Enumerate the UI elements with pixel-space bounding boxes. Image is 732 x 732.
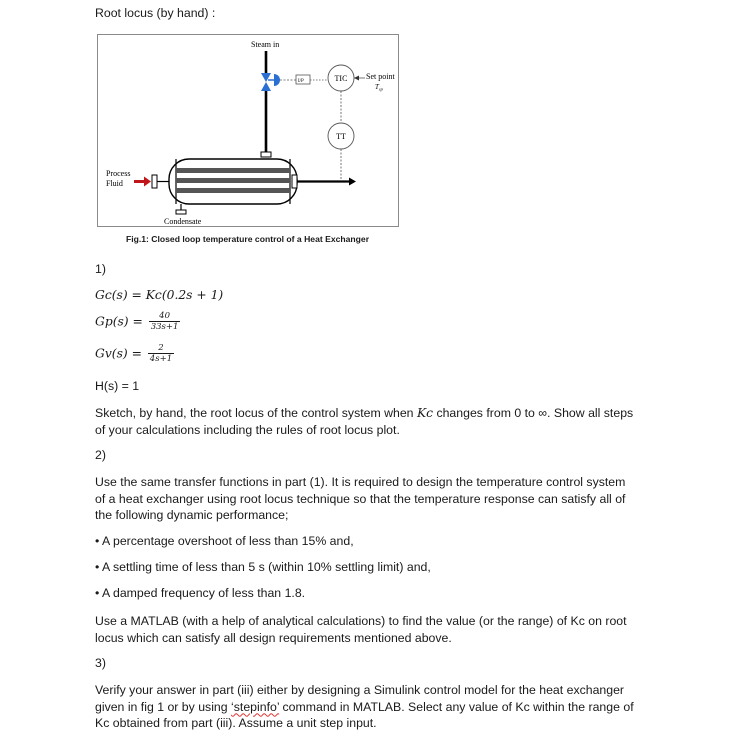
figure-caption: Fig.1: Closed loop temperature control of a Heat Exchanger xyxy=(126,234,370,244)
page-title: Root locus (by hand) : xyxy=(95,6,216,20)
stepinfo-command: ‘stepinfo’ xyxy=(231,699,280,714)
tic-label: TIC xyxy=(334,74,348,83)
question-3-text: Verify your answer in part (iii) either by designing a Simulink control model for the heat exchanger given in fig 1 or by using ‘stepinfo’ command in MATLAB. Select any value of Kc within the range of Kc obtained from part (iii). Assume a unit step input. xyxy=(95,683,634,730)
set-point-label: Set point xyxy=(366,72,395,81)
steam-inlet-nozzle xyxy=(261,152,271,157)
gp-lhs: Gp(s) = xyxy=(95,314,147,329)
gv-equation xyxy=(95,343,174,364)
requirement-settling-time: • A settling time of less than 5 s (within 10% settling limit) and, xyxy=(95,560,431,574)
valve-actuator-icon xyxy=(274,74,280,86)
gc-lhs: Gc(s) = xyxy=(95,288,146,302)
h-equation: H(s) = 1 xyxy=(95,379,140,393)
heat-exchanger-diagram xyxy=(98,35,398,226)
question-2-number: 2) xyxy=(95,448,106,462)
steam-in-label: Steam in xyxy=(251,40,280,49)
heat-exchanger-figure xyxy=(97,34,399,227)
gp-equation xyxy=(95,311,180,332)
tube-3 xyxy=(176,188,290,193)
requirement-overshoot: • A percentage overshoot of less than 15% and, xyxy=(95,534,354,548)
tube-1 xyxy=(176,168,290,173)
outlet-flange xyxy=(292,175,297,188)
ip-transducer-label: I/P xyxy=(298,79,304,84)
kc-symbol: Kc xyxy=(416,406,434,420)
process-fluid-label-2: Fluid xyxy=(106,179,123,188)
tt-label: TT xyxy=(336,132,346,141)
gc-equation xyxy=(95,288,223,302)
question-1-text: Sketch, by hand, the root locus of the control system when Kc changes from 0 to ∞. Show all steps of your calculations including the rules of root locus plot. xyxy=(95,406,634,437)
gp-denominator: 33s+1 xyxy=(150,322,179,332)
set-point-arrow-icon xyxy=(354,76,359,81)
gv-lhs: Gv(s) = xyxy=(95,346,146,361)
gc-rhs: Kc(0.2s + 1) xyxy=(145,288,224,302)
question-1-number: 1) xyxy=(95,262,106,276)
tube-2 xyxy=(176,178,290,183)
question-3-number: 3) xyxy=(95,656,106,670)
question-2-matlab-text: Use a MATLAB (with a help of analytical calculations) to find the value (or the range) of Kc on root locus which can satisfy all design requirements mentioned above. xyxy=(95,614,627,645)
gv-fraction xyxy=(148,343,174,364)
process-fluid-label-1: Process xyxy=(106,169,131,178)
condensate-label: Condensate xyxy=(164,217,202,226)
set-point-symbol: $T_{sp}$ xyxy=(375,83,383,92)
gp-fraction xyxy=(149,311,181,332)
gv-numerator: 2 xyxy=(158,343,164,353)
outlet-arrow-icon xyxy=(349,178,356,186)
gp-numerator: 40 xyxy=(159,311,170,321)
requirement-damped-frequency: • A damped frequency of less than 1.8. xyxy=(95,586,306,600)
question-2-text: Use the same transfer functions in part (1). It is required to design the temperature control system of a heat exchanger using root locus technique so that the temperature response can satisfy all of the following dynamic performance; xyxy=(95,475,626,522)
control-valve-lower-icon xyxy=(261,82,271,91)
inlet-flange xyxy=(152,175,157,188)
gv-denominator: 4s+1 xyxy=(149,354,173,364)
